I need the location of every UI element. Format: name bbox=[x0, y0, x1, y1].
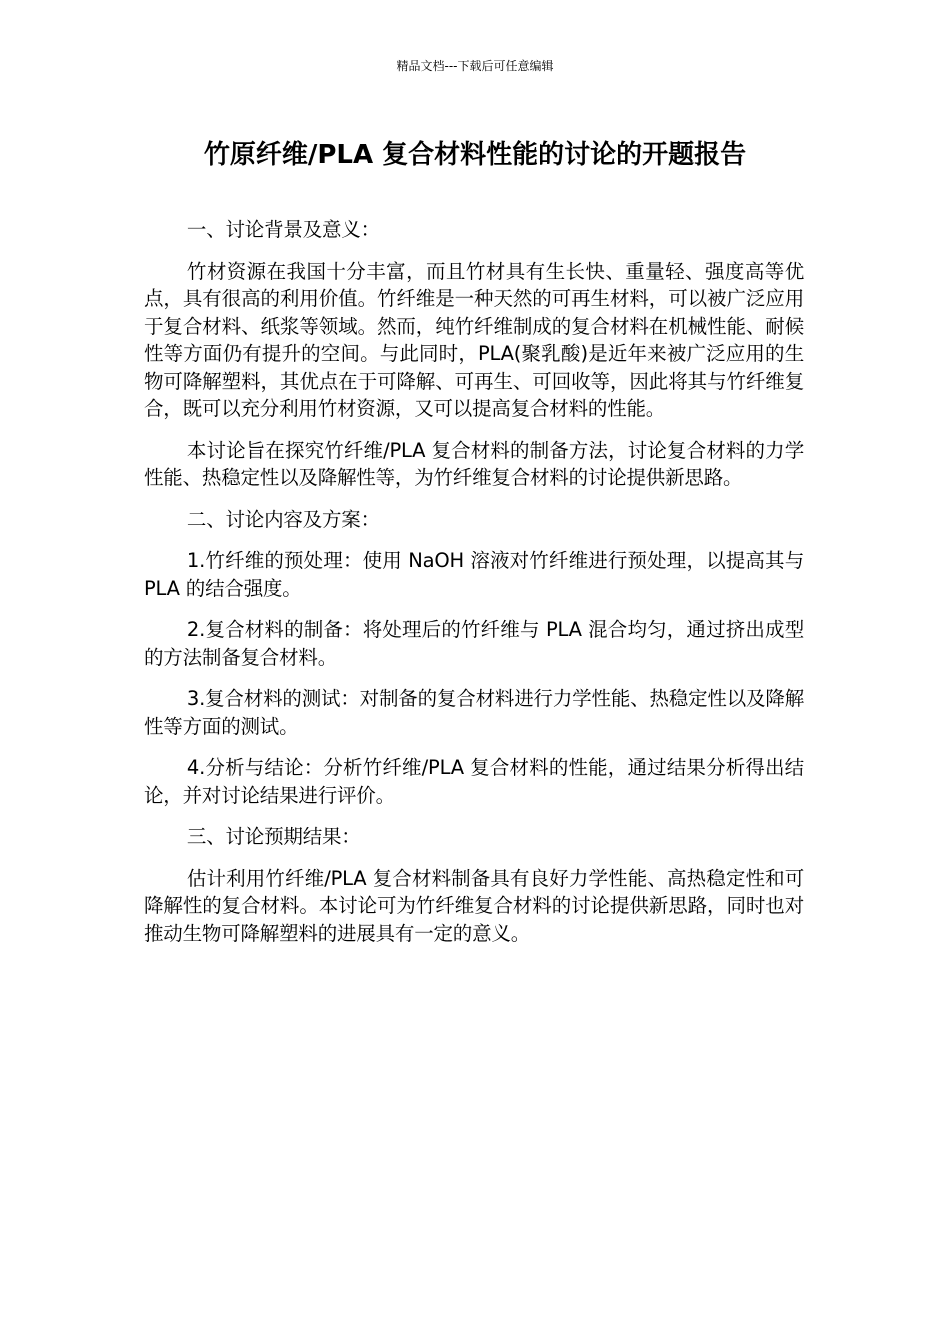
document-body bbox=[144, 216, 804, 961]
section-heading-expected-results: 三、讨论预期结果： bbox=[186, 825, 361, 848]
document-title: 竹原纤维/PLA 复合材料性能的讨论的开题报告 bbox=[203, 140, 747, 170]
list-item-testing: 3.复合材料的测试：对制备的复合材料进行力学性能、热稳定性以及降解性等方面的测试。 bbox=[144, 687, 804, 738]
paragraph-background: 竹材资源在我国十分丰富，而且竹材具有生长快、重量轻、强度高等优点，具有很高的利用价值。竹纤维是一种天然的可再生材料，可以被广泛应用于复合材料、纸浆等领域。然而，纯竹纤维制成的复合材料在机械性能、耐候性等方面仍有提升的空间。与此同时，PLA(聚乳酸)是近年来被广泛应用的生物可降解塑料，其优点在于可降解、可再生、可回收等，因此将其与竹纤维复合，既可以充分利用竹材资源，又可以提高复合材料的性能。 bbox=[144, 259, 804, 420]
paragraph-expected-results: 估计利用竹纤维/PLA 复合材料制备具有良好力学性能、高热稳定性和可降解性的复合材料。本讨论可为竹纤维复合材料的讨论提供新思路，同时也对推动生物可降解塑料的进展具有一定的意义。 bbox=[144, 866, 804, 945]
paragraph-purpose: 本讨论旨在探究竹纤维/PLA 复合材料的制备方法，讨论复合材料的力学性能、热稳定性以及降解性等，为竹纤维复合材料的讨论提供新思路。 bbox=[144, 438, 804, 489]
page-header: 精品文档---下载后可任意编辑 bbox=[396, 59, 554, 73]
section-heading-background: 一、讨论背景及意义： bbox=[186, 218, 380, 241]
section-heading-content: 二、讨论内容及方案： bbox=[186, 507, 380, 531]
list-item-pretreatment: 1.竹纤维的预处理：使用 NaOH 溶液对竹纤维进行预处理，以提高其与 PLA 的结合强度。 bbox=[144, 549, 804, 600]
list-item-analysis: 4.分析与结论：分析竹纤维/PLA 复合材料的性能，通过结果分析得出结论，并对讨论结果进行评价。 bbox=[144, 756, 804, 807]
list-item-preparation: 2.复合材料的制备：将处理后的竹纤维与 PLA 混合均匀，通过挤出成型的方法制备复合材料。 bbox=[144, 618, 804, 669]
